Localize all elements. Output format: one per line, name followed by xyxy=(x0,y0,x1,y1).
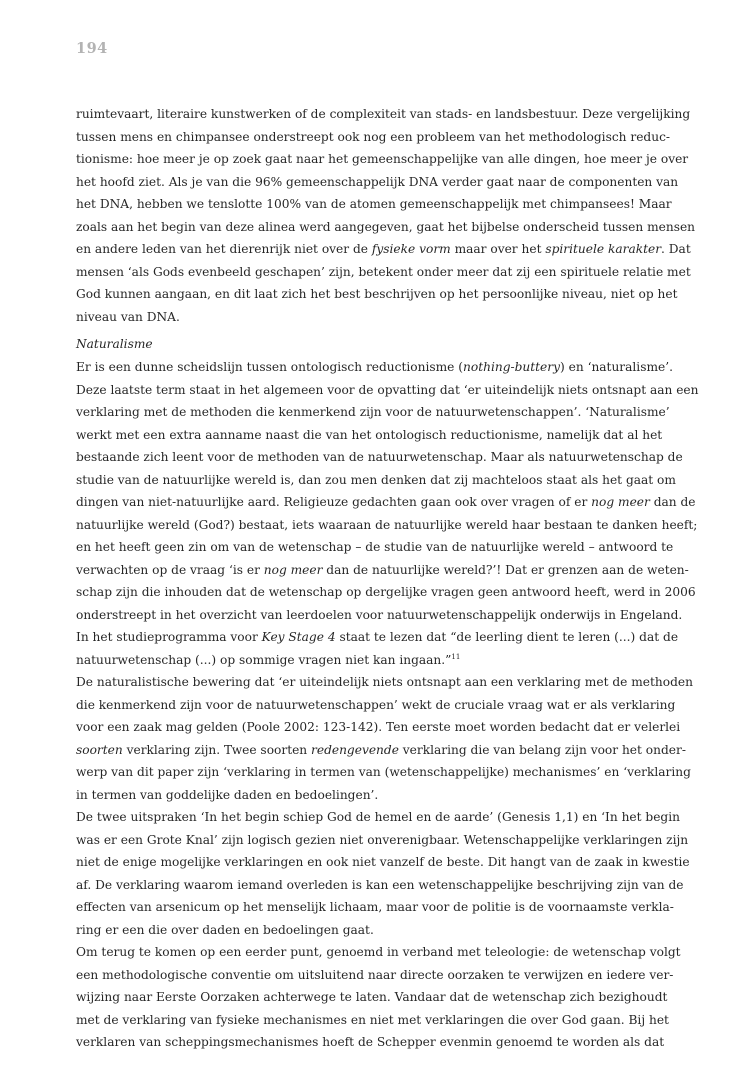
text-line: niet de enige mogelijke verklaringen en ook niet vanzelf de beste. Dit hangt van de zaak in kwestie xyxy=(76,855,690,869)
text-span: verklaring die van belang zijn voor het onder- xyxy=(398,742,686,757)
text-line: het hoofd ziet. Als je van die 96% gemeenschappelijk DNA verder gaat naar de componenten van xyxy=(76,174,679,189)
text-line: God kunnen aangaan, en dit laat zich het best beschrijven op het persoonlijke niveau, niet op het xyxy=(76,287,678,301)
text-line: ruimtevaart, literaire kunstwerken of de complexiteit van stads- en landsbestuur. Deze vergelijking xyxy=(76,107,691,121)
text-line xyxy=(76,626,679,649)
emphasis-text: soorten xyxy=(76,742,123,757)
text-line: niveau van DNA. xyxy=(76,309,180,324)
footnote-reference: 11 xyxy=(451,652,461,661)
emphasis-text: spirituele karakter xyxy=(545,242,662,256)
text-line xyxy=(76,238,691,261)
text-line: tussen mens en chimpansee onderstreept ook nog een probleem van het methodologisch reduc- xyxy=(76,129,671,144)
text-line: werkt met een extra aanname naast die van het ontologisch reductionisme, namelijk dat al het xyxy=(76,427,663,442)
text-line: ring er een die over daden en bedoelingen gaat. xyxy=(76,922,374,937)
text-line: die kenmerkend zijn voor de natuurwetenschappen’ wekt de cruciale vraag wat er als verklaring xyxy=(76,697,676,712)
text-line: onderstreept in het overzicht van leerdoelen voor natuurwetenschappelijk onderwijs in Engeland. xyxy=(76,607,683,622)
text-span: Er is een dunne scheidslijn tussen ontologisch reductionisme ( xyxy=(76,360,464,374)
text-span: ) en ‘naturalisme’. xyxy=(560,360,673,374)
text-line: studie van de natuurlijke wereld is, dan zou men denken dat zij machteloos staat als het gaat om xyxy=(76,472,676,487)
text-line: in termen van goddelijke daden en bedoelingen’. xyxy=(76,787,379,802)
paragraph-3 xyxy=(76,671,693,806)
text-line: mensen ‘als Gods evenbeeld geschapen’ zijn, betekent onder meer dat zij een spirituele relatie met xyxy=(76,264,691,279)
text-line: verklaren van scheppingsmechanismes hoeft de Schepper evenmin genoemd te worden als dat xyxy=(76,1035,665,1049)
text-span: maar over het xyxy=(450,242,546,256)
text-line: De naturalistische bewering dat ‘er uiteindelijk niets ontsnapt aan een verklaring met de methoden xyxy=(76,675,693,689)
paragraph-5 xyxy=(76,941,681,1054)
emphasis-text: nothing-buttery xyxy=(463,360,560,374)
text-line: De twee uitspraken ‘In het begin schiep God de hemel en de aarde’ (Genesis 1,1) en ‘In het begin xyxy=(76,810,680,824)
text-span: In het studieprogramma voor xyxy=(76,630,262,644)
text-line: effecten van arsenicum op het menselijk lichaam, maar voor de politie is de voornaamste verkla- xyxy=(76,900,674,914)
paragraph-4 xyxy=(76,806,690,941)
emphasis-text: nog meer xyxy=(591,495,650,509)
text-line: af. De verklaring waarom iemand overleden is kan een wetenschappelijke beschrijving zijn van de xyxy=(76,877,684,892)
emphasis-text: Key Stage 4 xyxy=(261,630,336,644)
text-span: dan de xyxy=(649,495,696,509)
text-line: Deze laatste term staat in het algemeen voor de opvatting dat ‘er uiteindelijk niets ontsnapt aan een xyxy=(76,382,699,397)
text-line: was er een Grote Knal’ zijn logisch gezien niet onverenigbaar. Wetenschappelijke verklaringen zijn xyxy=(76,832,689,847)
text-line: schap zijn die inhouden dat de wetenschap op dergelijke vragen geen antwoord heeft, werd in 2006 xyxy=(76,585,696,599)
text-span: verwachten op de vraag ‘is er xyxy=(76,562,264,577)
text-line: tionisme: hoe meer je op zoek gaat naar het gemeenschappelijke van alle dingen, hoe meer je over xyxy=(76,152,689,166)
text-line: voor een zaak mag gelden (Poole 2002: 123-142). Ten eerste moet worden bedacht dat er velerlei xyxy=(76,720,681,734)
text-span: en andere leden van het dierenrijk niet over de xyxy=(76,242,372,256)
emphasis-text: fysieke vorm xyxy=(371,242,451,256)
text-span: dingen van niet-natuurlijke aard. Religieuze gedachten gaan ook over vragen of er xyxy=(76,495,592,509)
section-heading: Naturalisme xyxy=(76,337,153,351)
text-line: en het heeft geen zin om van de wetenschap – de studie van de natuurlijke wereld – antwoord te xyxy=(76,540,674,554)
text-line xyxy=(76,649,630,672)
text-line xyxy=(76,491,696,514)
paragraph-1 xyxy=(76,103,696,328)
text-line: zoals aan het begin van deze alinea werd aangegeven, gaat het bijbelse onderscheid tussen mensen xyxy=(76,219,696,234)
text-line xyxy=(76,559,689,582)
emphasis-text: nog meer xyxy=(263,562,323,577)
paragraph-2 xyxy=(76,356,699,671)
text-line xyxy=(76,356,673,379)
page-number: 194 xyxy=(76,40,108,57)
text-line: verklaring met de methoden die kenmerkend zijn voor de natuurwetenschappen’. ‘Naturalisme’ xyxy=(76,405,670,419)
text-line: natuurlijke wereld (God?) bestaat, iets waaraan de natuurlijke wereld haar bestaan te danken heeft; xyxy=(76,517,698,532)
text-span: dan de natuurlijke wereld?’! Dat er grenzen aan de weten- xyxy=(322,562,689,577)
text-line: een methodologische conventie om uitsluitend naar directe oorzaken te verwijzen en iedere ver- xyxy=(76,967,674,982)
text-line: wijzing naar Eerste Oorzaken achterwege te laten. Vandaar dat de wetenschap zich bezighoudt xyxy=(76,990,668,1004)
emphasis-text: redengevende xyxy=(311,742,399,757)
text-line: met de verklaring van fysieke mechanismes en niet met verklaringen die over God gaan. Bij het xyxy=(76,1012,669,1027)
text-span: verklaring zijn. Twee soorten xyxy=(122,742,312,757)
text-line: bestaande zich leent voor de methoden van de natuurwetenschap. Maar als natuurwetenschap de xyxy=(76,450,683,464)
text-span: . Dat xyxy=(661,242,691,256)
text-line: Om terug te komen op een eerder punt, genoemd in verband met teleologie: de wetenschap volgt xyxy=(76,945,681,959)
text-span: natuurwetenschap (...) op sommige vragen niet kan ingaan.” xyxy=(76,652,452,667)
text-line: het DNA, hebben we tenslotte 100% van de atomen gemeenschappelijk met chimpansees! Maar xyxy=(76,197,672,211)
text-line: werp van dit paper zijn ‘verklaring in termen van (wetenschappelijke) mechanismes’ en ‘verklaring xyxy=(76,765,691,779)
text-line xyxy=(76,739,686,762)
text-span: staat te lezen dat “de leerling dient te leren (...) dat de xyxy=(335,630,679,644)
